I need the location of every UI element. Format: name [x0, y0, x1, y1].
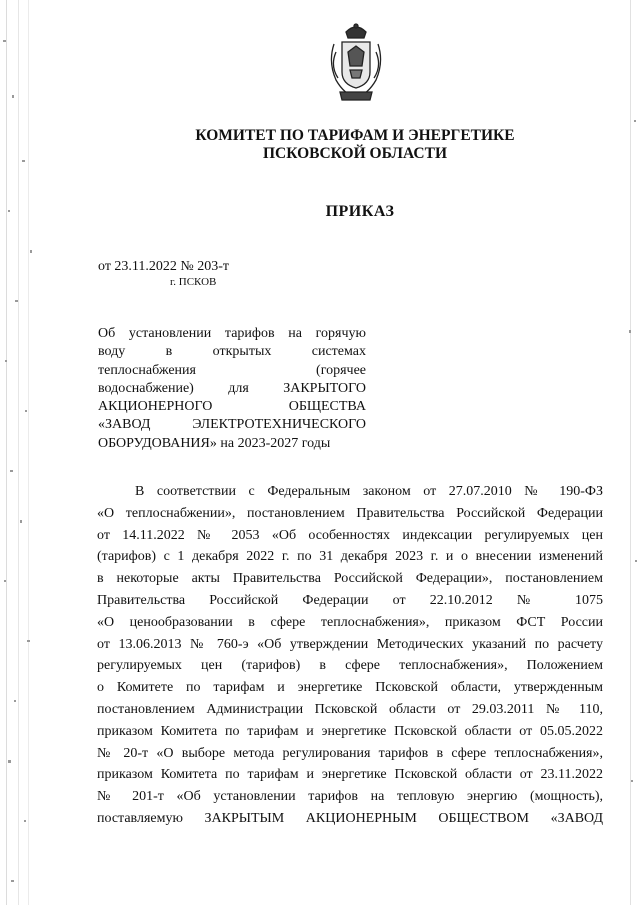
body-line: «О ценообразовании в сфере теплоснабжения», приказом ФСТ России: [97, 614, 603, 630]
subject-line: ОБОРУДОВАНИЯ» на 2023-2027 годы: [98, 435, 331, 451]
subject-line: АКЦИОНЕРНОГО ОБЩЕСТВА: [98, 399, 366, 415]
body-line: поставляемую ЗАКРЫТЫМ АКЦИОНЕРНЫМ ОБЩЕСТВОМ «ЗАВОД: [97, 810, 603, 826]
body-line: «О теплоснабжении», постановлением Правительства Российской Федерации: [97, 505, 603, 521]
body-line: постановлением Администрации Псковской области от 29.03.2011 № 110,: [97, 701, 603, 717]
body-line: в некоторые акты Правительства Российской Федерации», постановлением: [97, 571, 603, 587]
order-city: г. ПСКОВ: [170, 276, 217, 288]
pskov-coat-of-arms-icon: [324, 22, 388, 106]
body-line: приказом Комитета по тарифам и энергетике Псковской области от 23.11.2022: [97, 767, 603, 783]
body-line: Правительства Российской Федерации от 22.10.2012 № 1075: [97, 592, 603, 608]
subject-line: «ЗАВОД ЭЛЕКТРОТЕХНИЧЕСКОГО: [98, 417, 366, 433]
body-line: № 201-т «Об установлении тарифов на тепловую энергию (мощность),: [97, 789, 603, 805]
subject-line: Об установлении тарифов на горячую: [98, 326, 366, 341]
committee-name-line-1: КОМИТЕТ ПО ТАРИФАМ И ЭНЕРГЕТИКЕ: [195, 127, 515, 144]
document-type-title: ПРИКАЗ: [325, 203, 395, 220]
body-line: № 20-т «О выборе метода регулирования тарифов в сфере теплоснабжения»,: [97, 745, 603, 761]
order-preamble: [97, 481, 603, 830]
order-date-number: от 23.11.2022 № 203-т: [98, 259, 230, 274]
scan-edge-noise-left: [0, 0, 38, 905]
subject-line: водоснабжение) для ЗАКРЫТОГО: [98, 380, 366, 396]
order-subject: [98, 325, 366, 453]
body-line: (тарифов) с 1 декабря 2022 г. по 31 декабря 2023 г. и о внесении изменений: [97, 549, 603, 565]
scan-edge-noise-right: [626, 0, 640, 905]
body-line: от 14.11.2022 № 2053 «Об особенностях индексации регулируемых цен: [97, 527, 603, 543]
body-line: от 13.06.2013 № 760-э «Об утверждении Методических указаний по расчету: [97, 636, 603, 652]
body-line: о Комитете по тарифам и энергетике Псковской области, утвержденным: [97, 680, 603, 696]
committee-header: [130, 127, 580, 163]
subject-line: воду в открытых системах: [98, 344, 366, 360]
body-line: регулируемых цен (тарифов) в сфере теплоснабжения», Положением: [97, 658, 603, 674]
body-line: приказом Комитета по тарифам и энергетике Псковской области от 05.05.2022: [97, 723, 603, 739]
committee-name-line-2: ПСКОВСКОЙ ОБЛАСТИ: [262, 145, 447, 162]
body-line: В соответствии с Федеральным законом от 27.07.2010 № 190-ФЗ: [135, 484, 603, 499]
subject-line: теплоснабжения (горячее: [98, 362, 366, 378]
